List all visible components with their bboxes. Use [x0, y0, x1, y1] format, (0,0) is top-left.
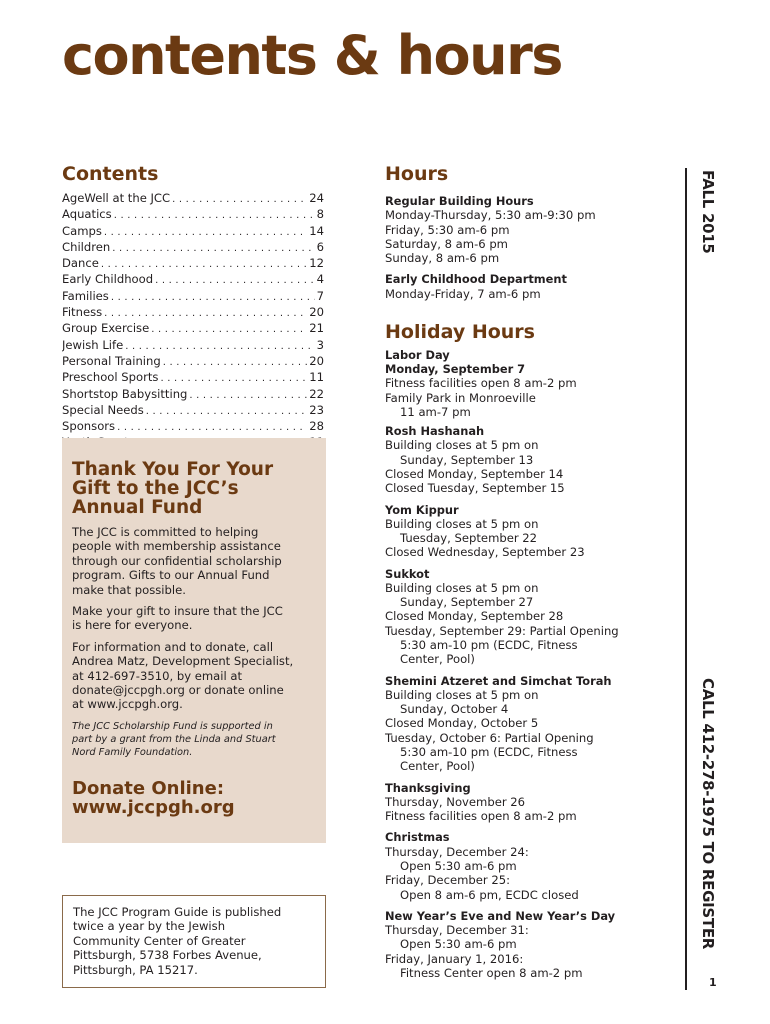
contents-heading: Contents	[62, 163, 159, 185]
holiday-line: Sunday, October 4	[400, 702, 509, 717]
contents-item[interactable]	[62, 256, 324, 272]
holiday-line: Closed Monday, October 5	[385, 716, 539, 731]
contents-item[interactable]	[62, 370, 324, 386]
hours-line: Sunday, 8 am-6 pm	[385, 251, 500, 266]
contents-item[interactable]	[62, 224, 324, 240]
holiday-title: Christmas	[385, 830, 450, 845]
page-number: 1	[709, 976, 717, 989]
holiday-line: Sunday, September 13	[400, 452, 534, 467]
holiday-line: Open 8 am-6 pm, ECDC closed	[400, 887, 579, 902]
contents-item[interactable]	[62, 289, 324, 305]
contents-item-label: Dance	[62, 256, 99, 271]
contents-item[interactable]	[62, 272, 324, 288]
contents-item[interactable]	[62, 207, 324, 223]
early-childhood-title: Early Childhood Department	[385, 272, 567, 287]
contents-item-page: 21	[309, 321, 324, 336]
contents-item[interactable]	[62, 419, 324, 435]
dot-leader	[114, 207, 315, 223]
contents-item-label: Jewish Life	[62, 337, 124, 352]
holiday-line: Thursday, December 24:	[385, 844, 529, 859]
contents-item-label: Sponsors	[62, 419, 116, 434]
contents-item-label: Shortstop Babysitting	[62, 386, 188, 401]
contents-item-page: 7	[316, 288, 324, 303]
holiday-title: Labor Day	[385, 347, 450, 362]
annual-fund-contact: For information and to donate, call Andrea Matz, Development Specialist, at 412-697-3510, by email at donate@jccpgh.org or donate online at www.jccpgh.org.	[72, 639, 294, 712]
contents-item[interactable]	[62, 403, 324, 419]
contents-item-page: 14	[309, 223, 324, 238]
contents-item-page: 12	[309, 256, 324, 271]
holiday-title: Sukkot	[385, 566, 430, 581]
holiday-line: Fitness facilities open 8 am-2 pm	[385, 809, 577, 824]
hours-line: Friday, 5:30 am-6 pm	[385, 222, 510, 237]
dot-leader	[112, 240, 314, 256]
contents-item-label: Preschool Sports	[62, 370, 159, 385]
season-label: FALL 2015	[699, 170, 717, 254]
dot-leader	[104, 224, 307, 240]
dot-leader	[104, 305, 307, 321]
holiday-line: 11 am-7 pm	[400, 404, 471, 419]
dot-leader	[160, 370, 307, 386]
dot-leader	[125, 338, 314, 354]
contents-item-page: 22	[309, 386, 324, 401]
holiday-line: Closed Monday, September 14	[385, 466, 564, 481]
holiday-line: Sunday, September 27	[400, 595, 534, 610]
holiday-line: Thursday, November 26	[385, 794, 526, 809]
holiday-line: Open 5:30 am-6 pm	[400, 858, 517, 873]
contents-item[interactable]	[62, 354, 324, 370]
dot-leader	[117, 419, 307, 435]
dot-leader	[111, 289, 315, 305]
holiday-line: Open 5:30 am-6 pm	[400, 937, 517, 952]
annual-fund-title: Thank You For Your Gift to the JCC’s Annual Fund	[72, 459, 274, 518]
hours-heading: Hours	[385, 163, 449, 185]
contents-item-label: Families	[62, 288, 109, 303]
hours-line: Saturday, 8 am-6 pm	[385, 236, 508, 251]
contents-item-label: Early Childhood	[62, 272, 154, 287]
holiday-date: Monday, September 7	[385, 362, 526, 377]
contents-item-page: 6	[316, 239, 324, 254]
contents-list	[62, 191, 324, 452]
holiday-title: New Year’s Eve and New Year’s Day	[385, 908, 616, 923]
holiday-line: Closed Wednesday, September 23	[385, 545, 585, 560]
holiday-line: Building closes at 5 pm on	[385, 438, 539, 453]
contents-item[interactable]	[62, 338, 324, 354]
contents-item-label: Fitness	[62, 305, 103, 320]
contents-item[interactable]	[62, 387, 324, 403]
contents-item-page: 11	[309, 370, 324, 385]
hours-line: Monday-Friday, 7 am-6 pm	[385, 286, 541, 301]
contents-item-page: 23	[309, 402, 324, 417]
holiday-line: Closed Tuesday, September 15	[385, 481, 565, 496]
dot-leader	[155, 272, 315, 288]
contents-item[interactable]	[62, 240, 324, 256]
contents-item-label: Special Needs	[62, 402, 144, 417]
holiday-line: Center, Pool)	[400, 652, 475, 667]
contents-item[interactable]	[62, 321, 324, 337]
contents-item-page: 3	[316, 337, 324, 352]
holiday-line: Closed Monday, September 28	[385, 609, 564, 624]
contents-item-label: AgeWell at the JCC	[62, 191, 171, 205]
holiday-title: Yom Kippur	[385, 502, 459, 517]
contents-item-label: Personal Training	[62, 353, 161, 368]
holiday-line: Fitness facilities open 8 am-2 pm	[385, 376, 577, 391]
hours-line: Monday-Thursday, 5:30 am-9:30 pm	[385, 208, 596, 223]
holiday-line: 5:30 am-10 pm (ECDC, Fitness	[400, 638, 578, 653]
dot-leader	[163, 354, 308, 370]
scholarship-note: The JCC Scholarship Fund is supported in part by a grant from the Linda and Stuart Nord Family Foundation.	[72, 720, 276, 758]
holiday-line: Tuesday, September 29: Partial Opening	[385, 623, 619, 638]
regular-hours-title: Regular Building Hours	[385, 194, 534, 208]
holiday-line: Thursday, December 31:	[385, 923, 529, 938]
holiday-title: Thanksgiving	[385, 780, 471, 795]
publication-note: The JCC Program Guide is published twice a year by the Jewish Community Center of Greater Pittsburgh, 5738 Forbes Avenue, Pittsburgh, PA 15217.	[62, 895, 326, 988]
holiday-line: Tuesday, September 22	[400, 531, 538, 546]
annual-fund-box	[62, 438, 326, 843]
holiday-line: Building closes at 5 pm on	[385, 516, 539, 531]
register-phone-label: CALL 412-278-1975 TO REGISTER	[699, 678, 717, 950]
holiday-line: 5:30 am-10 pm (ECDC, Fitness	[400, 745, 578, 760]
holiday-line: Family Park in Monroeville	[385, 390, 536, 405]
contents-item-label: Camps	[62, 223, 102, 238]
contents-item-label: Aquatics	[62, 207, 112, 222]
contents-item-page: 20	[309, 353, 324, 368]
dot-leader	[151, 321, 307, 337]
contents-item-label: Children	[62, 239, 111, 254]
contents-item-label: Group Exercise	[62, 321, 150, 336]
contents-item-page: 28	[309, 419, 324, 434]
contents-item[interactable]	[62, 191, 324, 207]
side-divider	[685, 168, 687, 990]
contents-item-page: 4	[316, 272, 324, 287]
holiday-line: Center, Pool)	[400, 759, 475, 774]
dot-leader	[101, 256, 307, 272]
holiday-line: Building closes at 5 pm on	[385, 687, 539, 702]
contents-item[interactable]	[62, 305, 324, 321]
contents-item-page: 20	[309, 305, 324, 320]
holiday-title: Rosh Hashanah	[385, 424, 485, 439]
annual-fund-paragraph: The JCC is committed to helping people with membership assistance through our confidential scholarship program. Gifts to our Annual Fund make that possible.	[72, 525, 282, 597]
dot-leader	[189, 387, 307, 403]
holiday-line: Friday, December 25:	[385, 873, 510, 888]
donate-online-link[interactable]: Donate Online: www.jccpgh.org	[72, 777, 235, 818]
holiday-title: Shemini Atzeret and Simchat Torah	[385, 673, 612, 688]
holiday-line: Fitness Center open 8 am-2 pm	[400, 965, 583, 980]
hours-section	[385, 163, 665, 980]
contents-item-page: 8	[316, 207, 324, 222]
holiday-line: Friday, January 1, 2016:	[385, 951, 524, 966]
contents-section	[62, 163, 324, 452]
annual-fund-paragraph: Make your gift to insure that the JCC is here for everyone.	[72, 604, 283, 633]
contents-item-page: 24	[309, 191, 324, 205]
page-title: contents & hours	[62, 24, 562, 87]
holiday-hours-heading: Holiday Hours	[385, 320, 535, 343]
holiday-line: Building closes at 5 pm on	[385, 580, 539, 595]
dot-leader	[172, 191, 307, 207]
holiday-line: Tuesday, October 6: Partial Opening	[385, 730, 594, 745]
dot-leader	[146, 403, 307, 419]
